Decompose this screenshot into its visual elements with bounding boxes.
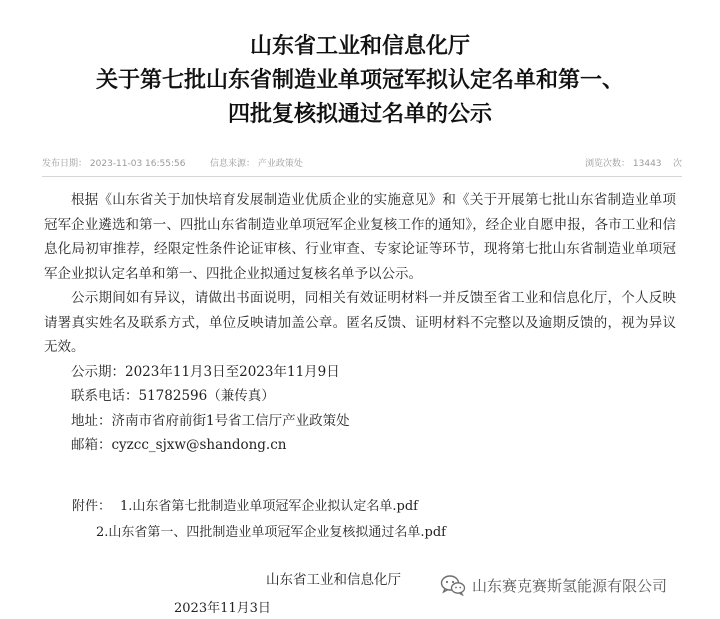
article-body <box>44 188 676 458</box>
paragraph-objection: 公示期间如有异议，请做出书面说明，同相关有效证明材料一并反馈至省工业和信息化厅，个人反映请署真实姓名及联系方式，单位反映请加盖公章。匿名反馈、证明材料不完整以及逾期反馈的，视为异议无效。 <box>44 290 676 355</box>
publish-label: 发布日期： <box>42 159 88 169</box>
attachments-label: 附件： <box>72 499 112 514</box>
attachment-row-2 <box>72 520 446 546</box>
source-label: 信息来源： <box>210 159 256 169</box>
title-line-1: 山东省工业和信息化厅 <box>249 34 470 59</box>
paragraph-basis: 根据《山东省关于加快培育发展制造业优质企业的实施意见》和《关于开展第七批山东省制造业单项冠军企业遴选和第一、四批山东省制造业单项冠军企业复核工作的通知》，经企业自愿申报，各市工业和信息化局初审推荐，经限定性条件论证审核、行业审查、专家论证等环节，现将第七批山东省制造业单项冠军企业拟认定名单和第一、四批企业拟通过复核名单予以公示。 <box>44 192 676 282</box>
contact-address: 地址：济南市省府前街1号省工信厅产业政策处 <box>71 412 350 429</box>
title-line-2: 关于第七批山东省制造业单项冠军拟认定名单和第一、 <box>95 68 624 93</box>
publish-time: 2023-11-03 16:55:56 <box>89 159 186 169</box>
watermark <box>440 574 667 596</box>
attachment-row-1 <box>72 494 446 520</box>
watermark-text: 山东赛克赛斯氢能源有限公司 <box>472 576 668 595</box>
publicity-period: 公示期：2023年11月3日至2023年11月9日 <box>71 363 340 380</box>
view-count <box>585 156 682 169</box>
meta-divider <box>42 176 682 177</box>
source-value: 产业政策处 <box>257 159 303 169</box>
wechat-icon <box>440 574 466 596</box>
title-line-3: 四批复核拟通过名单的公示 <box>227 102 492 127</box>
attachment-link-1[interactable]: 1.山东省第七批制造业单项冠军企业拟认定名单.pdf <box>120 499 418 514</box>
contact-phone: 联系电话：51782596（兼传真） <box>71 388 275 404</box>
views-unit: 次 <box>672 159 682 169</box>
publish-date <box>42 156 185 169</box>
views-label: 浏览次数： <box>585 159 631 169</box>
signature-org: 山东省工业和信息化厅 <box>266 572 401 588</box>
signature-date: 2023年11月3日 <box>174 601 271 616</box>
attachment-link-2[interactable]: 2.山东省第一、四批制造业单项冠军企业复核拟通过名单.pdf <box>96 525 446 540</box>
info-source <box>210 156 303 169</box>
contact-email: 邮箱：cyzcc_sjxw@shandong.cn <box>71 437 287 453</box>
attachments <box>72 494 446 546</box>
views-value: 13443 <box>632 159 662 169</box>
article-meta <box>42 156 682 172</box>
document-title <box>20 30 700 132</box>
